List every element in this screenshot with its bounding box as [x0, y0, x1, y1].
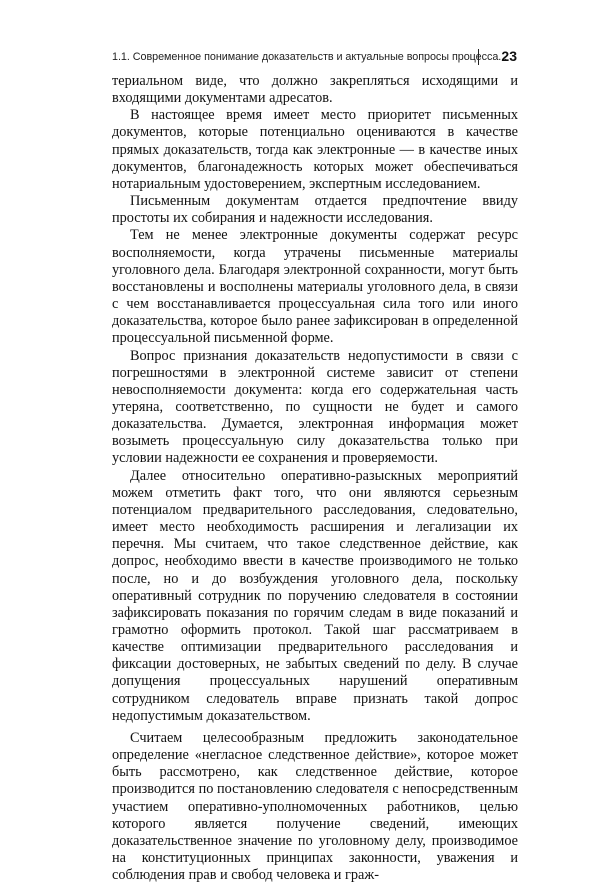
paragraph: Письменным документам отдается предпочтение ввиду простоты их собирания и надежности исследования. [112, 193, 518, 227]
header-divider [478, 49, 479, 65]
paragraph: Вопрос признания доказательств недопустимости в связи с погрешностями в электронной системе зависит от степени невосполняемости документа: когда его содержательная часть утеряна, соответственно, по сущности не будет и самого доказательства. Думается, электронная информация может возыметь процессуальную силу доказательства только при условии надежности ее сохранения и проверяемости. [112, 347, 518, 467]
paragraph: В настоящее время имеет место приоритет письменных документов, которые потенциально оцениваются в качестве прямых доказательств, тогда как электронные — в качестве иных документов, благонадежность которых может обеспечиваться нотариальным удостоверением, экспертным исследованием. [112, 107, 518, 192]
running-title: 1.1. Современное понимание доказательств и актуальные вопросы процесса... [112, 51, 508, 63]
paragraph: Далее относительно оперативно-разыскных мероприятий можем отметить факт того, что они являются серьезным потенциалом предварительного расследования, следовательно, имеет место необходимость расширения и легализации их перечня. Мы считаем, что такое следственное действие, как допрос, необходимо ввести в качестве производимого не только после, но и до возбуждения уголовного дела, поскольку оперативный сотрудник по поручению следователя в состоянии зафиксировать показания по горячим следам в виде показаний и грамотно оформить протокол. Такой шаг рассматриваем в качестве оптимизации предварительного расследования и фиксации достоверных, не забытых сведений по делу. В случае допущения процессуальных нарушений оперативным сотрудником следователь вправе признать такой допрос недопустимым доказательством. [112, 467, 518, 724]
page-number: 23 [501, 48, 517, 64]
running-header [112, 49, 517, 67]
paragraph: териальном виде, что должно закрепляться исходящими и входящими документами адресатов. [112, 73, 518, 107]
paragraph: Считаем целесообразным предложить законодательное определение «негласное следственное действие», которое может быть рассмотрено, как следственное действие, которое производится по постановлению следователя с непосредственным участием оперативно-уполномоченных работников, целью которого является получение сведений, имеющих доказательственное значение по уголовному делу, производимое на конституционных принципах законности, уважения и соблюдения прав и свобод человека и граж- [112, 729, 518, 884]
paragraph: Тем не менее электронные документы содержат ресурс восполняемости, когда утрачены письменные материалы уголовного дела. Благодаря электронной сохранности, могут быть восстановлены и восполнены материалы уголовного дела, в связи с чем восстанавливается процессуальная сила того или иного доказательства, которое было ранее зафиксирован в определенной процессуальной письменной форме. [112, 227, 518, 347]
page-body [112, 73, 518, 884]
